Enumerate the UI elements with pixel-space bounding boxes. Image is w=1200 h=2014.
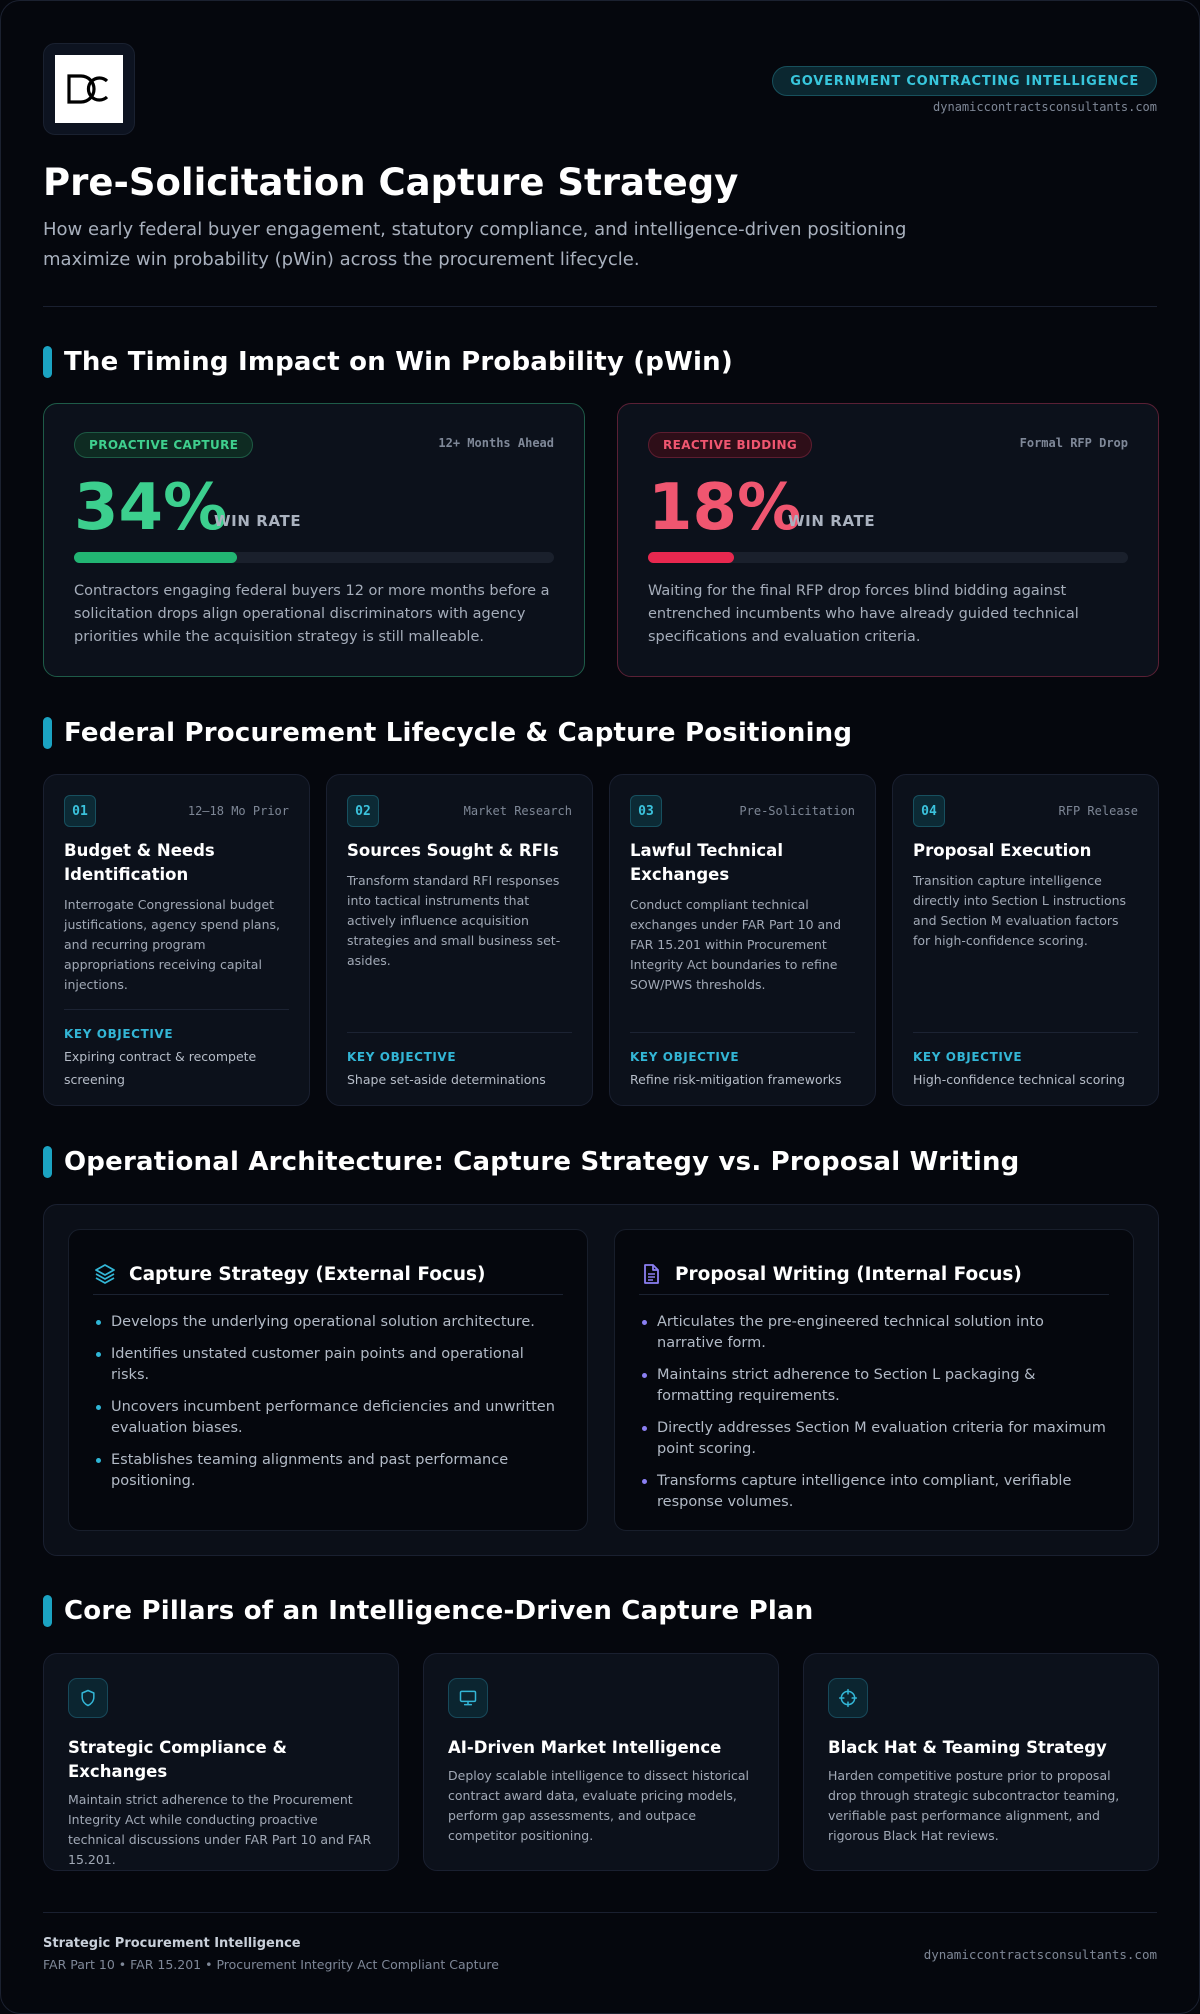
stage-number: 02 — [347, 795, 379, 827]
stage-timing: Market Research — [463, 804, 572, 818]
card-divider — [93, 1294, 563, 1295]
capture-strategy-header — [93, 1254, 563, 1294]
lifecycle-stage-card — [892, 774, 1159, 1106]
section-pillars-heading — [43, 1595, 813, 1627]
stage-title: Sources Sought & RFIs — [347, 841, 559, 860]
section-architecture-heading — [43, 1146, 1019, 1178]
key-objective-label: KEY OBJECTIVE — [630, 1050, 740, 1064]
list-item: Transforms capture intelligence into compliant, verifiable response volumes. — [639, 1471, 1109, 1513]
lifecycle-stage-card — [43, 774, 310, 1106]
stage-number: 01 — [64, 795, 96, 827]
stage-timing: RFP Release — [1058, 804, 1138, 818]
pillar-icon-badge — [828, 1678, 868, 1718]
section-timing-heading — [43, 346, 733, 378]
stage-title: Lawful Technical Exchanges — [630, 841, 783, 884]
page-subtitle: How early federal buyer engagement, statutory compliance, and intelligence-driven positioning maximize win probability (pWin) across the procurement lifecycle. — [43, 219, 907, 270]
stage-timing: Pre-Solicitation — [739, 804, 855, 818]
proactive-capture-card — [43, 403, 585, 677]
proposal-writing-title: Proposal Writing (Internal Focus) — [675, 1263, 1022, 1285]
key-objective-label: KEY OBJECTIVE — [64, 1027, 174, 1041]
pillar-description: Maintain strict adherence to the Procurement Integrity Act while conducting proactive technical discussions under FAR Part 10 and FAR 15.201. — [68, 1792, 372, 1867]
reactive-description: Waiting for the final RFP drop forces blind bidding against entrenched incumbents who have already guided technical specifications and evaluation criteria. — [648, 583, 1079, 645]
footer-divider — [43, 1912, 1157, 1913]
page-title: Pre-Solicitation Capture Strategy — [43, 161, 739, 204]
lifecycle-stage-card — [609, 774, 876, 1106]
logo-container — [43, 43, 135, 135]
document-icon — [639, 1262, 663, 1286]
capture-strategy-title: Capture Strategy (External Focus) — [129, 1263, 486, 1285]
proactive-win-percent: 34% — [74, 471, 228, 545]
section-lifecycle-heading — [43, 717, 852, 749]
monitor-icon — [458, 1688, 478, 1708]
pillar-title: AI-Driven Market Intelligence — [448, 1738, 722, 1757]
stage-number: 03 — [630, 795, 662, 827]
list-item: Maintains strict adherence to Section L packaging & formatting requirements. — [639, 1365, 1109, 1407]
section-title: The Timing Impact on Win Probability (pWin) — [64, 347, 733, 377]
reactive-progress-fill — [648, 552, 734, 563]
stage-objective: Expiring contract & recompete screening — [64, 1049, 257, 1087]
reactive-tag: REACTIVE BIDDING — [648, 432, 812, 458]
pillar-title: Black Hat & Teaming Strategy — [828, 1738, 1107, 1757]
crosshair-icon — [838, 1688, 858, 1708]
pillar-icon-badge — [68, 1678, 108, 1718]
architecture-panel — [43, 1204, 1159, 1556]
stage-objective: Shape set-aside determinations — [347, 1072, 546, 1087]
stage-title: Proposal Execution — [913, 841, 1092, 860]
company-logo — [55, 55, 123, 123]
pillar-card — [803, 1653, 1159, 1871]
proactive-description: Contractors engaging federal buyers 12 or more months before a solicitation drops align operational discriminators with agency priorities while the acquisition strategy is still malleable. — [74, 583, 550, 645]
footer-subtitle: FAR Part 10 • FAR 15.201 • Procurement Integrity Act Compliant Capture — [43, 1957, 499, 1972]
section-title: Operational Architecture: Capture Strategy vs. Proposal Writing — [64, 1147, 1020, 1177]
list-item: Uncovers incumbent performance deficiencies and unwritten evaluation biases. — [93, 1397, 563, 1439]
shield-icon — [78, 1688, 98, 1708]
dc-logo-mark — [63, 69, 115, 109]
list-item: Identifies unstated customer pain points and operational risks. — [93, 1344, 563, 1386]
capture-strategy-list — [93, 1312, 563, 1503]
stage-description: Transform standard RFI responses into tactical instruments that actively influence acquisition strategies and small business set-asides. — [347, 873, 561, 968]
stage-objective: Refine risk-mitigation frameworks — [630, 1072, 842, 1087]
section-accent-bar — [43, 346, 52, 378]
capture-strategy-card — [68, 1229, 588, 1531]
site-url[interactable]: dynamiccontractsconsultants.com — [933, 100, 1157, 114]
pillar-icon-badge — [448, 1678, 488, 1718]
section-accent-bar — [43, 1595, 52, 1627]
section-title: Core Pillars of an Intelligence-Driven Capture Plan — [64, 1596, 814, 1626]
reactive-timing: Formal RFP Drop — [1019, 436, 1128, 450]
header-divider — [43, 306, 1157, 307]
proactive-tag: PROACTIVE CAPTURE — [74, 432, 253, 458]
list-item: Develops the underlying operational solution architecture. — [93, 1312, 563, 1333]
key-objective-label: KEY OBJECTIVE — [913, 1050, 1023, 1064]
pillar-description: Harden competitive posture prior to proposal drop through strategic subcontractor teaming, verifiable past performance alignment, and rigorous Black Hat reviews. — [828, 1768, 1120, 1843]
pillar-title: Strategic Compliance & Exchanges — [68, 1738, 287, 1781]
footer-site-url[interactable]: dynamiccontractsconsultants.com — [923, 1947, 1157, 1962]
proactive-progress-track — [74, 552, 554, 563]
list-item: Establishes teaming alignments and past performance positioning. — [93, 1450, 563, 1492]
stage-divider — [64, 1009, 289, 1010]
stage-divider — [913, 1032, 1138, 1033]
pillar-card — [423, 1653, 779, 1871]
pillar-card — [43, 1653, 399, 1871]
proactive-timing: 12+ Months Ahead — [438, 436, 554, 450]
lifecycle-stage-card — [326, 774, 593, 1106]
proposal-writing-list — [639, 1312, 1109, 1524]
stage-divider — [347, 1032, 572, 1033]
stage-timing: 12–18 Mo Prior — [187, 804, 289, 818]
layers-icon — [93, 1262, 117, 1286]
section-accent-bar — [43, 1146, 52, 1178]
stage-description: Conduct compliant technical exchanges under FAR Part 10 and FAR 15.201 within Procurement Integrity Act boundaries to refine SOW/PWS thresholds. — [630, 897, 842, 992]
footer-title: Strategic Procurement Intelligence — [43, 1936, 301, 1951]
stage-title: Budget & Needs Identification — [64, 841, 215, 884]
reactive-progress-track — [648, 552, 1128, 563]
section-title: Federal Procurement Lifecycle & Capture Positioning — [64, 718, 853, 748]
stage-description: Transition capture intelligence directly into Section L instructions and Section M evaluation factors for high-confidence scoring. — [913, 873, 1127, 948]
proposal-writing-card — [614, 1229, 1134, 1531]
win-rate-label: WIN RATE — [214, 512, 302, 530]
category-badge: GOVERNMENT CONTRACTING INTELLIGENCE — [772, 66, 1157, 96]
stage-objective: High-confidence technical scoring — [913, 1072, 1125, 1087]
win-rate-label: WIN RATE — [788, 512, 876, 530]
key-objective-label: KEY OBJECTIVE — [347, 1050, 457, 1064]
proactive-progress-fill — [74, 552, 237, 563]
stage-description: Interrogate Congressional budget justifications, agency spend plans, and recurring program appropriations receiving capital injections. — [64, 897, 280, 992]
stage-number: 04 — [913, 795, 945, 827]
list-item: Articulates the pre-engineered technical solution into narrative form. — [639, 1312, 1109, 1354]
reactive-bidding-card — [617, 403, 1159, 677]
pillar-description: Deploy scalable intelligence to dissect historical contract award data, evaluate pricing models, perform gap assessments, and outpace competitor positioning. — [448, 1768, 749, 1843]
stage-divider — [630, 1032, 855, 1033]
card-divider — [639, 1294, 1109, 1295]
proposal-writing-header — [639, 1254, 1109, 1294]
reactive-win-percent: 18% — [648, 471, 802, 545]
list-item: Directly addresses Section M evaluation criteria for maximum point scoring. — [639, 1418, 1109, 1460]
section-accent-bar — [43, 717, 52, 749]
